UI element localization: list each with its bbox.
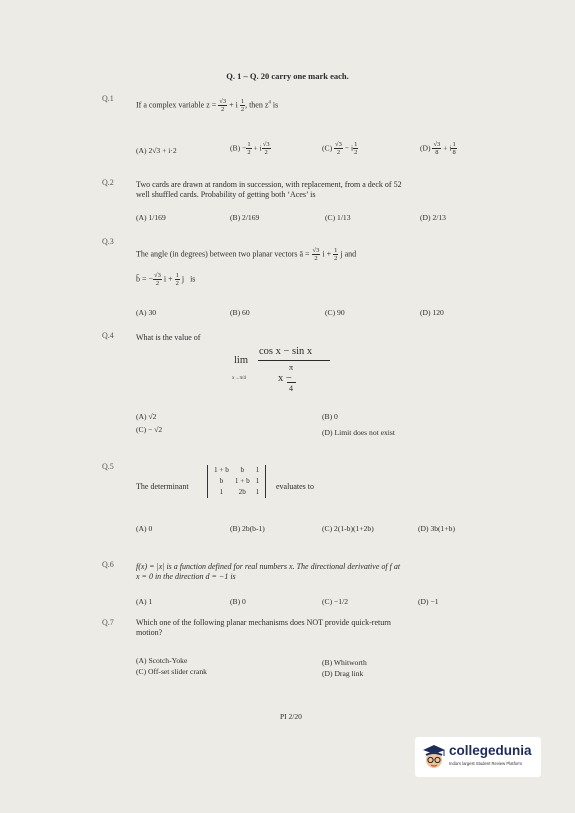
q4-option-d[interactable]: (D) Limit does not exist [322,428,395,437]
q7-option-b[interactable]: (B) Whitworth [322,658,367,667]
q4-four: 4 [289,384,293,393]
q1-text-c: is [272,100,279,110]
q2-line1: Two cards are drawn at random in succession, with replacement, from a deck of 52 [136,180,402,189]
q4-lim: lim [234,355,249,366]
q6-number: Q.6 [102,560,114,569]
q1-number: Q.1 [102,94,114,103]
q1-option-c[interactable]: (C) $\frac{√3}{2}$ − i $\frac{1}{2}$ [322,141,358,156]
logo-name: collegedunia [449,743,532,758]
q1-text: If a complex variable z = $\frac{√3}{2}$ + i $\frac{1}{2}$ , then $z^4$ is [136,98,279,113]
q3-line1: The angle (in degrees) between two planar vectors ā = $\frac{√3}{2}$ i + $\frac{1}{2}$ j and [136,247,357,262]
q4-line1: What is the value of [136,333,201,342]
q1-text-a: If a complex variable z = [136,100,217,110]
q4-option-c[interactable]: (C) − √2 [136,425,163,434]
q7-number: Q.7 [102,618,114,627]
q1-option-d[interactable]: (D) $\frac{√3}{8}$ + i $\frac{1}{8}$ [420,141,456,156]
q4-denominator: x − [278,373,292,384]
collegedunia-logo [415,737,541,777]
q4-number: Q.4 [102,331,114,340]
q2-option-a[interactable]: (A) 1/169 [136,213,166,222]
q6-option-b[interactable]: (B) 0 [230,597,246,606]
q5-option-b[interactable]: (B) 2b(b-1) [230,524,265,533]
q5-text-b: evaluates to [276,482,314,491]
q4-pi-bar [287,382,296,383]
q2-option-b[interactable]: (B) 2/169 [230,213,260,222]
q2-option-c[interactable]: (C) 1/13 [325,213,351,222]
q7-line1: Which one of the following planar mechanisms does NOT provide quick-return [136,618,391,627]
mascot-icon [421,743,447,771]
q7-line2: motion? [136,628,163,637]
section-header: Q. 1 – Q. 20 carry one mark each. [226,71,349,81]
q3-number: Q.3 [102,237,114,246]
q2-line2: well shuffled cards. Probability of getting both ‘Aces’ is [136,190,316,199]
q5-option-d[interactable]: (D) 3b(1+b) [418,524,455,533]
q5-determinant: 1 + b b 1 b 1 + b 1 1 2b 1 [207,465,266,498]
q1-option-a[interactable]: (A) 2√3 + i·2 [136,146,177,155]
q5-option-a[interactable]: (A) 0 [136,524,153,533]
logo-tagline: India's largest Student Review Platform [449,761,522,766]
q5-option-c[interactable]: (C) 2(1-b)(1+2b) [322,524,374,533]
q4-pi: π [289,363,294,372]
q1-text-b: , then z [245,100,269,110]
q5-number: Q.5 [102,462,114,471]
q6-line2: x = 0 in the direction d = −1 is [136,572,236,581]
q4-option-b[interactable]: (B) 0 [322,412,338,421]
q4-numerator: cos x − sin x [259,346,313,357]
q3-line2: b̄ = − $\frac{√3}{2}$ i + $\frac{1}{2}$ j is [136,272,196,287]
q7-option-a[interactable]: (A) Scotch-Yoke [136,656,188,665]
q3-option-d[interactable]: (D) 120 [420,308,444,317]
q6-option-d[interactable]: (D) −1 [418,597,439,606]
q7-option-d[interactable]: (D) Drag link [322,669,364,678]
q7-option-c[interactable]: (C) Off-set slider crank [136,667,207,676]
q5-text-a: The determinant [136,482,189,491]
q6-option-c[interactable]: (C) −1/2 [322,597,349,606]
q2-option-d[interactable]: (D) 2/13 [420,213,446,222]
q4-fraction-bar [258,360,330,361]
page-footer: PI 2/20 [280,712,302,721]
q1-option-b[interactable]: (B) − $\frac{1}{2}$ + i $\frac{√3}{2}$ [230,141,270,156]
q6-option-a[interactable]: (A) 1 [136,597,153,606]
q3-option-a[interactable]: (A) 30 [136,308,157,317]
q6-line1: f(x) = |x| is a function defined for real numbers x. The directional derivative of f at [136,562,401,571]
q4-lim-sub: x→π/4 [232,376,246,381]
q2-number: Q.2 [102,178,114,187]
q4-option-a[interactable]: (A) √2 [136,412,157,421]
q3-option-b[interactable]: (B) 60 [230,308,250,317]
q3-option-c[interactable]: (C) 90 [325,308,345,317]
